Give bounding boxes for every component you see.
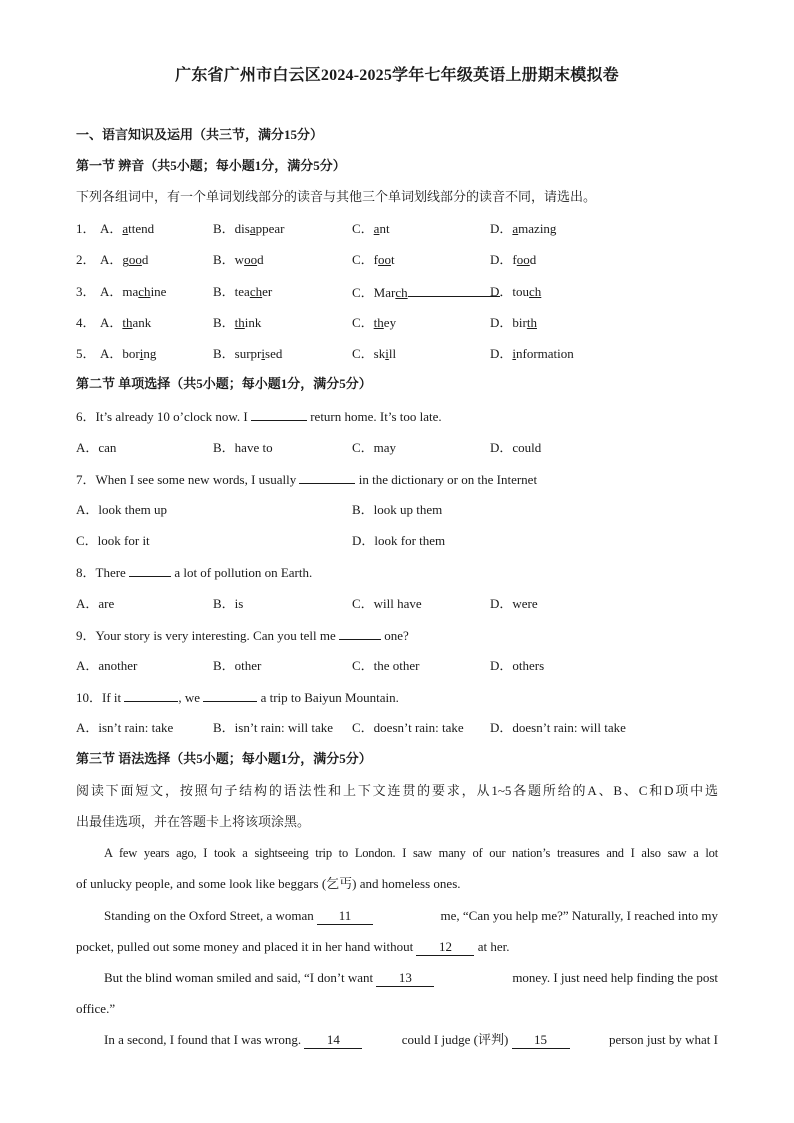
question-text: a lot of pollution on Earth.: [171, 565, 313, 580]
passage-line: [76, 939, 718, 956]
question-text: one?: [381, 628, 409, 643]
question-number: 3．: [76, 284, 96, 299]
word-part: f: [512, 252, 517, 267]
word-part: sed: [265, 346, 283, 361]
question-7: [76, 471, 537, 488]
option-b: [213, 284, 272, 300]
underlined-letters: ch: [395, 285, 408, 300]
question-text: return home. It’s too late.: [306, 409, 442, 424]
word-part: mazing: [518, 221, 557, 236]
option-a: A．isn’t rain: take: [76, 720, 174, 735]
question-6-options: [76, 440, 718, 456]
question-text: 7．When I see some new words, I usually: [76, 472, 300, 487]
passage-line: [104, 908, 718, 925]
option-b: B．have to: [213, 440, 273, 455]
part-heading: 一、语言知识及运用（共三节，满分15分）: [76, 127, 324, 142]
option-letter: B．: [213, 284, 235, 299]
underlined-letters: i: [261, 346, 266, 361]
word-part: bor: [122, 346, 140, 361]
word-part: ine: [150, 284, 167, 299]
option-c: [352, 346, 396, 362]
underlined-letters: ch: [529, 284, 542, 299]
underlined-letters: th: [373, 315, 384, 330]
answer-blank-13: 13: [376, 970, 434, 987]
option-a: [100, 284, 166, 300]
option-c: [352, 315, 396, 331]
option-c: C．the other: [352, 658, 420, 673]
question-9-options: [76, 658, 718, 674]
question-text: , we: [178, 690, 204, 705]
passage-text: me, “Can you help me?” Naturally, I reached into my: [440, 908, 718, 923]
underlined-letters: th: [526, 315, 537, 330]
word-part: d: [141, 252, 149, 267]
option-letter: D．: [490, 284, 513, 299]
word-part: ey: [383, 315, 397, 330]
underlined-letters: oo: [128, 252, 142, 267]
word-part: g: [122, 252, 129, 267]
option-b: [213, 346, 282, 362]
passage-line: office.”: [76, 1001, 116, 1016]
option-a: [100, 346, 156, 362]
option-c: C．may: [352, 440, 397, 455]
underlined-letters: i: [512, 346, 517, 361]
answer-blank-14: 14: [304, 1032, 362, 1049]
option-letter: B．: [213, 315, 235, 330]
question-text: in the dictionary or on the Internet: [355, 472, 538, 487]
option-letter: C．: [352, 285, 374, 300]
page-title: 广东省广州市白云区2024-2025学年七年级英语上册期末模拟卷: [175, 67, 619, 84]
question-10-options: [76, 720, 718, 736]
question-number: 5．: [76, 346, 96, 361]
word-part: tea: [234, 284, 250, 299]
underlined-letters: th: [122, 315, 133, 330]
passage-text: person just by what I: [608, 1032, 718, 1047]
option-d: [490, 315, 537, 331]
pronunciation-question-2: [76, 252, 718, 268]
pronunciation-question-4: [76, 315, 718, 331]
answer-blank: [203, 689, 257, 702]
option-letter: C．: [352, 346, 374, 361]
option-a: A．another: [76, 658, 138, 673]
question-text: 8．There: [76, 565, 130, 580]
answer-blank-11: 11: [317, 908, 373, 925]
word-part: ng: [143, 346, 157, 361]
question-text: a trip to Baiyun Mountain.: [257, 690, 399, 705]
underlined-letters: oo: [378, 252, 392, 267]
question-10: [76, 689, 399, 706]
option-d: D．look for them: [352, 533, 446, 548]
underlined-letters: a: [373, 221, 380, 236]
option-b: [213, 221, 285, 237]
word-part: sk: [373, 346, 386, 361]
option-a: [100, 315, 151, 331]
word-part: dis: [234, 221, 250, 236]
word-part: er: [262, 284, 273, 299]
word-part: Mar: [373, 285, 396, 300]
option-a: A．are: [76, 596, 115, 611]
question-8-options: [76, 596, 718, 612]
option-letter: D．: [490, 252, 513, 267]
underlined-letters: th: [234, 315, 245, 330]
option-letter: B．: [213, 221, 235, 236]
option-d: [490, 284, 541, 300]
answer-blank: [124, 689, 178, 702]
word-part: ma: [122, 284, 139, 299]
option-d: D．others: [490, 658, 545, 673]
answer-blank-15: 15: [512, 1032, 570, 1049]
underlined-letters: oo: [516, 252, 530, 267]
question-7-options-row1: [76, 502, 718, 518]
underline-mark: [408, 284, 500, 297]
option-c: C．will have: [352, 596, 422, 611]
passage-text: pocket, pulled out some money and placed it in her hand without: [76, 939, 417, 954]
underlined-letters: i: [385, 346, 389, 361]
option-b: [213, 252, 264, 268]
answer-blank-12: 12: [416, 939, 474, 956]
option-c: [352, 252, 395, 268]
option-d: D．were: [490, 596, 538, 611]
question-text: 6．It’s already 10 o’clock now. I: [76, 409, 251, 424]
word-part: nt: [379, 221, 390, 236]
option-letter: B．: [213, 346, 235, 361]
passage-text: Standing on the Oxford Street, a woman: [104, 908, 318, 923]
option-b: [213, 315, 261, 331]
answer-blank: [251, 408, 307, 421]
word-part: ppear: [255, 221, 285, 236]
word-part: bir: [512, 315, 527, 330]
word-part: ttend: [128, 221, 155, 236]
passage-text: could I judge (评判): [401, 1032, 512, 1047]
option-c: [352, 284, 500, 301]
word-part: tou: [512, 284, 530, 299]
option-letter: B．: [213, 252, 235, 267]
answer-blank: [339, 627, 381, 640]
section2-heading: 第二节 单项选择（共5小题；每小题1分，满分5分）: [76, 376, 372, 391]
option-letter: D．: [490, 221, 513, 236]
answer-blank: [299, 471, 355, 484]
answer-blank: [129, 564, 171, 577]
word-part: w: [234, 252, 245, 267]
option-letter: A．: [100, 284, 123, 299]
option-letter: C．: [352, 221, 374, 236]
section3-instruction-line1: 阅读下面短文，按照句子结构的语法性和上下文连贯的要求，从1~5各题所给的A、B、C和D项中选: [76, 783, 718, 798]
option-b: B．look up them: [352, 502, 443, 517]
question-7-options-row2: [76, 533, 718, 549]
option-letter: A．: [100, 346, 123, 361]
underlined-letters: ch: [138, 284, 151, 299]
option-a: A．look them up: [76, 502, 167, 517]
underlined-letters: a: [512, 221, 519, 236]
section1-instruction: 下列各组词中，有一个单词划线部分的读音与其他三个单词划线部分的读音不同，请选出。: [76, 189, 597, 204]
option-c: C．doesn’t rain: take: [352, 720, 464, 735]
pronunciation-question-3: [76, 284, 718, 300]
option-d: [490, 221, 556, 237]
option-letter: C．: [352, 315, 374, 330]
word-part: f: [373, 252, 379, 267]
passage-line: of unlucky people, and some look like beggars (乞丐) and homeless ones.: [76, 876, 461, 891]
question-9: [76, 627, 409, 644]
question-number: 2．: [76, 252, 96, 267]
passage-text: But the blind woman smiled and said, “I don’t want: [104, 970, 377, 985]
option-d: D．doesn’t rain: will take: [490, 720, 626, 735]
section1-heading: 第一节 辨音（共5小题；每小题1分，满分5分）: [76, 158, 346, 173]
option-letter: D．: [490, 315, 513, 330]
option-b: B．is: [213, 596, 244, 611]
underlined-letters: a: [249, 221, 256, 236]
underlined-letters: ch: [249, 284, 263, 299]
passage-line: [104, 970, 718, 987]
option-c: [352, 221, 390, 237]
option-b: B．isn’t rain: will take: [213, 720, 333, 735]
passage-text: money. I just need help finding the post: [512, 970, 718, 985]
section3-instruction-line2: 出最佳选项，并在答题卡上将该项涂黑。: [76, 814, 311, 829]
option-d: [490, 252, 536, 268]
question-6: [76, 408, 442, 425]
option-letter: A．: [100, 252, 123, 267]
question-number: 4．: [76, 315, 96, 330]
option-b: B．other: [213, 658, 262, 673]
passage-text: In a second, I found that I was wrong.: [104, 1032, 305, 1047]
option-a: [100, 252, 148, 268]
question-text: 9．Your story is very interesting. Can you tell me: [76, 628, 339, 643]
option-letter: A．: [100, 221, 123, 236]
option-letter: D．: [490, 346, 513, 361]
word-part: t: [391, 252, 395, 267]
underlined-letters: i: [139, 346, 144, 361]
passage-line: A few years ago, I took a sightseeing trip to London. I saw many of our nation’s treasures and I also saw a lot: [104, 846, 718, 860]
option-d: D．could: [490, 440, 542, 455]
passage-text: at her.: [474, 939, 510, 954]
question-8: [76, 564, 312, 581]
option-letter: A．: [100, 315, 123, 330]
underlined-letters: oo: [244, 252, 258, 267]
passage-line: [104, 1032, 718, 1049]
option-a: [100, 221, 154, 237]
word-part: ank: [132, 315, 152, 330]
pronunciation-question-1: [76, 221, 718, 237]
option-c: C．look for it: [76, 533, 150, 548]
question-number: 1．: [76, 221, 96, 236]
option-d: [490, 346, 574, 362]
option-letter: C．: [352, 252, 374, 267]
word-part: d: [257, 252, 264, 267]
word-part: ll: [388, 346, 397, 361]
question-text: 10．If it: [76, 690, 125, 705]
pronunciation-question-5: [76, 346, 718, 362]
underlined-letters: a: [122, 221, 129, 236]
word-part: ink: [244, 315, 262, 330]
section3-heading: 第三节 语法选择（共5小题；每小题1分，满分5分）: [76, 751, 372, 766]
option-a: A．can: [76, 440, 117, 455]
word-part: nformation: [516, 346, 574, 361]
word-part: surpr: [234, 346, 262, 361]
word-part: d: [529, 252, 537, 267]
